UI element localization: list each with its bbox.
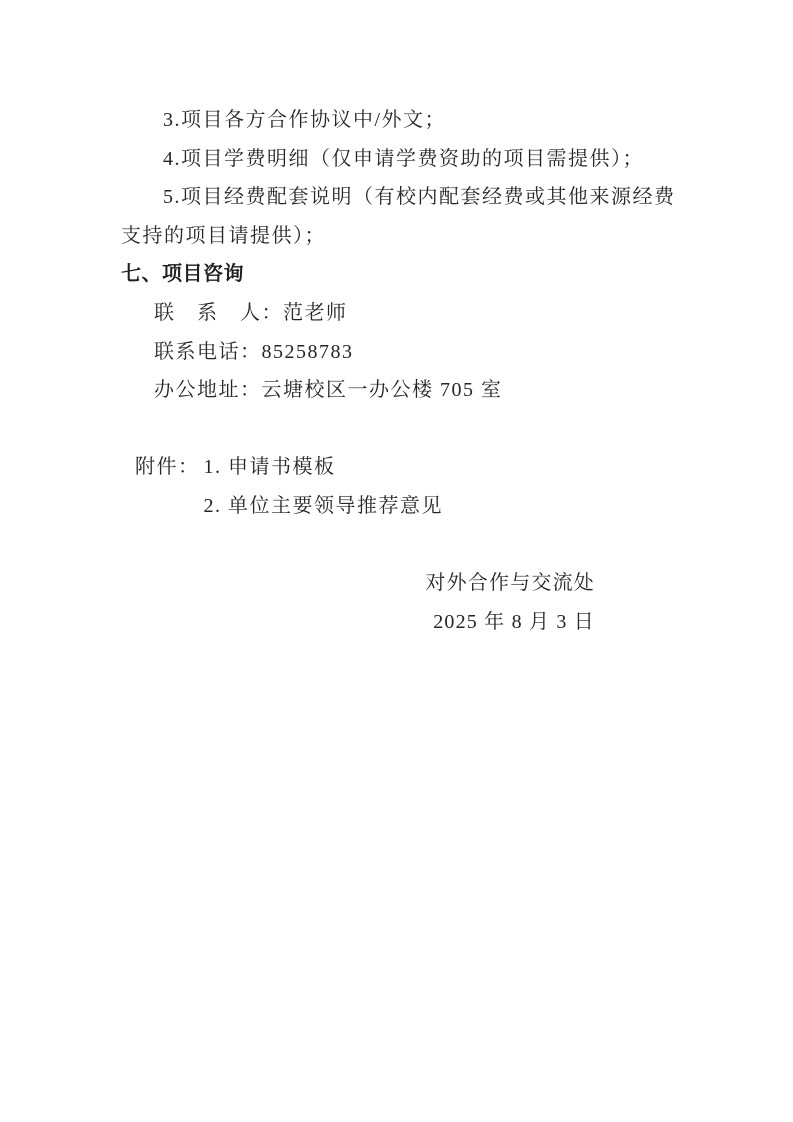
section-heading-project-consultation: 七、项目咨询 <box>121 263 244 286</box>
body-paragraph-item-3: 3.项目各方合作协议中/外文； <box>163 109 447 131</box>
body-paragraph-item-5-line-1: 5.项目经费配套说明（有校内配套经费或其他来源经费 <box>163 186 676 209</box>
attachments-block <box>121 448 674 525</box>
contact-person-line: 联 系 人：范老师 <box>154 301 348 324</box>
contact-address-line: 办公地址：云塘校区一办公楼 705 室 <box>154 379 503 402</box>
body-paragraph-item-4: 4.项目学费明细（仅申请学费资助的项目需提供）； <box>163 147 644 170</box>
document-content <box>121 101 674 641</box>
body-paragraph-item-5-line-2: 支持的项目请提供）； <box>121 224 326 247</box>
blank-line <box>121 526 674 565</box>
signature-block <box>121 564 674 641</box>
signature-date: 2025 年 8 月 3 日 <box>433 610 595 633</box>
signature-department: 对外合作与交流处 <box>425 572 595 595</box>
blank-line <box>121 410 674 449</box>
contact-phone-line: 联系电话：85258783 <box>154 340 354 363</box>
attachments-list <box>204 448 444 525</box>
attachment-item-2: 2. 单位主要领导推荐意见 <box>203 494 443 517</box>
attachment-item-1: 1. 申请书模板 <box>203 456 336 479</box>
body-paragraph-item-5 <box>121 178 674 255</box>
attachments-label: 附件： <box>135 456 200 479</box>
